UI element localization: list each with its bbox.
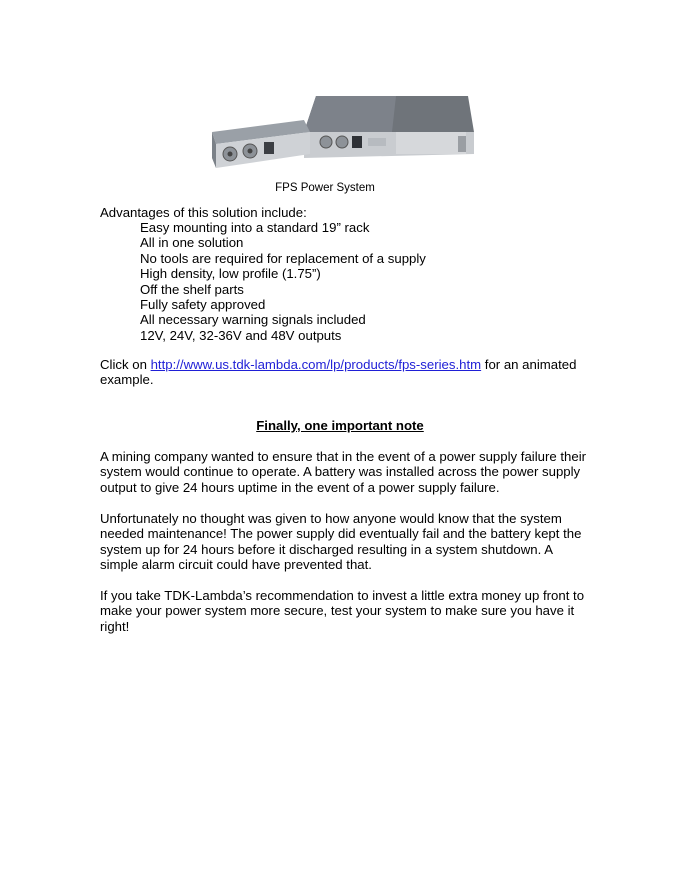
fps-series-link[interactable]: http://www.us.tdk-lambda.com/lp/products/fps-series.htm [150, 357, 482, 372]
list-item: Off the shelf parts [140, 281, 244, 297]
list-item: 12V, 24V, 32-36V and 48V outputs [140, 327, 342, 343]
list-item: All necessary warning signals included [140, 312, 366, 328]
list-item: No tools are required for replacement of a supply [140, 250, 426, 266]
power-shelf-photo [196, 92, 480, 176]
advantages-list [140, 220, 580, 343]
paragraph-maintenance: Unfortunately no thought was given to how anyone would know that the system needed maintenance! The power supply did eventually fail and the battery kept the system up for 24 hours before it discharged resulting in a system shutdown. A simple alarm circuit could have prevented that. [100, 511, 582, 573]
advantages-intro: Advantages of this solution include: [100, 205, 307, 220]
power-shelf-icon [196, 92, 480, 176]
click-before: Click on [100, 357, 151, 372]
list-item: All in one solution [140, 235, 244, 251]
list-item: Fully safety approved [140, 297, 266, 313]
click-after: for an animated example. [100, 357, 577, 388]
paragraph-recommendation: If you take TDK-Lambda’s recommendation to invest a little extra money up front to make your power system more secure, test your system to make sure you have it right! [100, 588, 585, 634]
figure-caption: FPS Power System [275, 182, 375, 194]
list-item: High density, low profile (1.75”) [140, 266, 321, 282]
list-item: Easy mounting into a standard 19” rack [140, 220, 370, 235]
paragraph-mining: A mining company wanted to ensure that in the event of a power supply failure their system would continue to operate. A battery was installed across the power supply output to give 24 hours uptime in the event of a power supply failure. [100, 449, 587, 495]
click-paragraph [100, 357, 590, 388]
section-heading: Finally, one important note [256, 418, 424, 433]
